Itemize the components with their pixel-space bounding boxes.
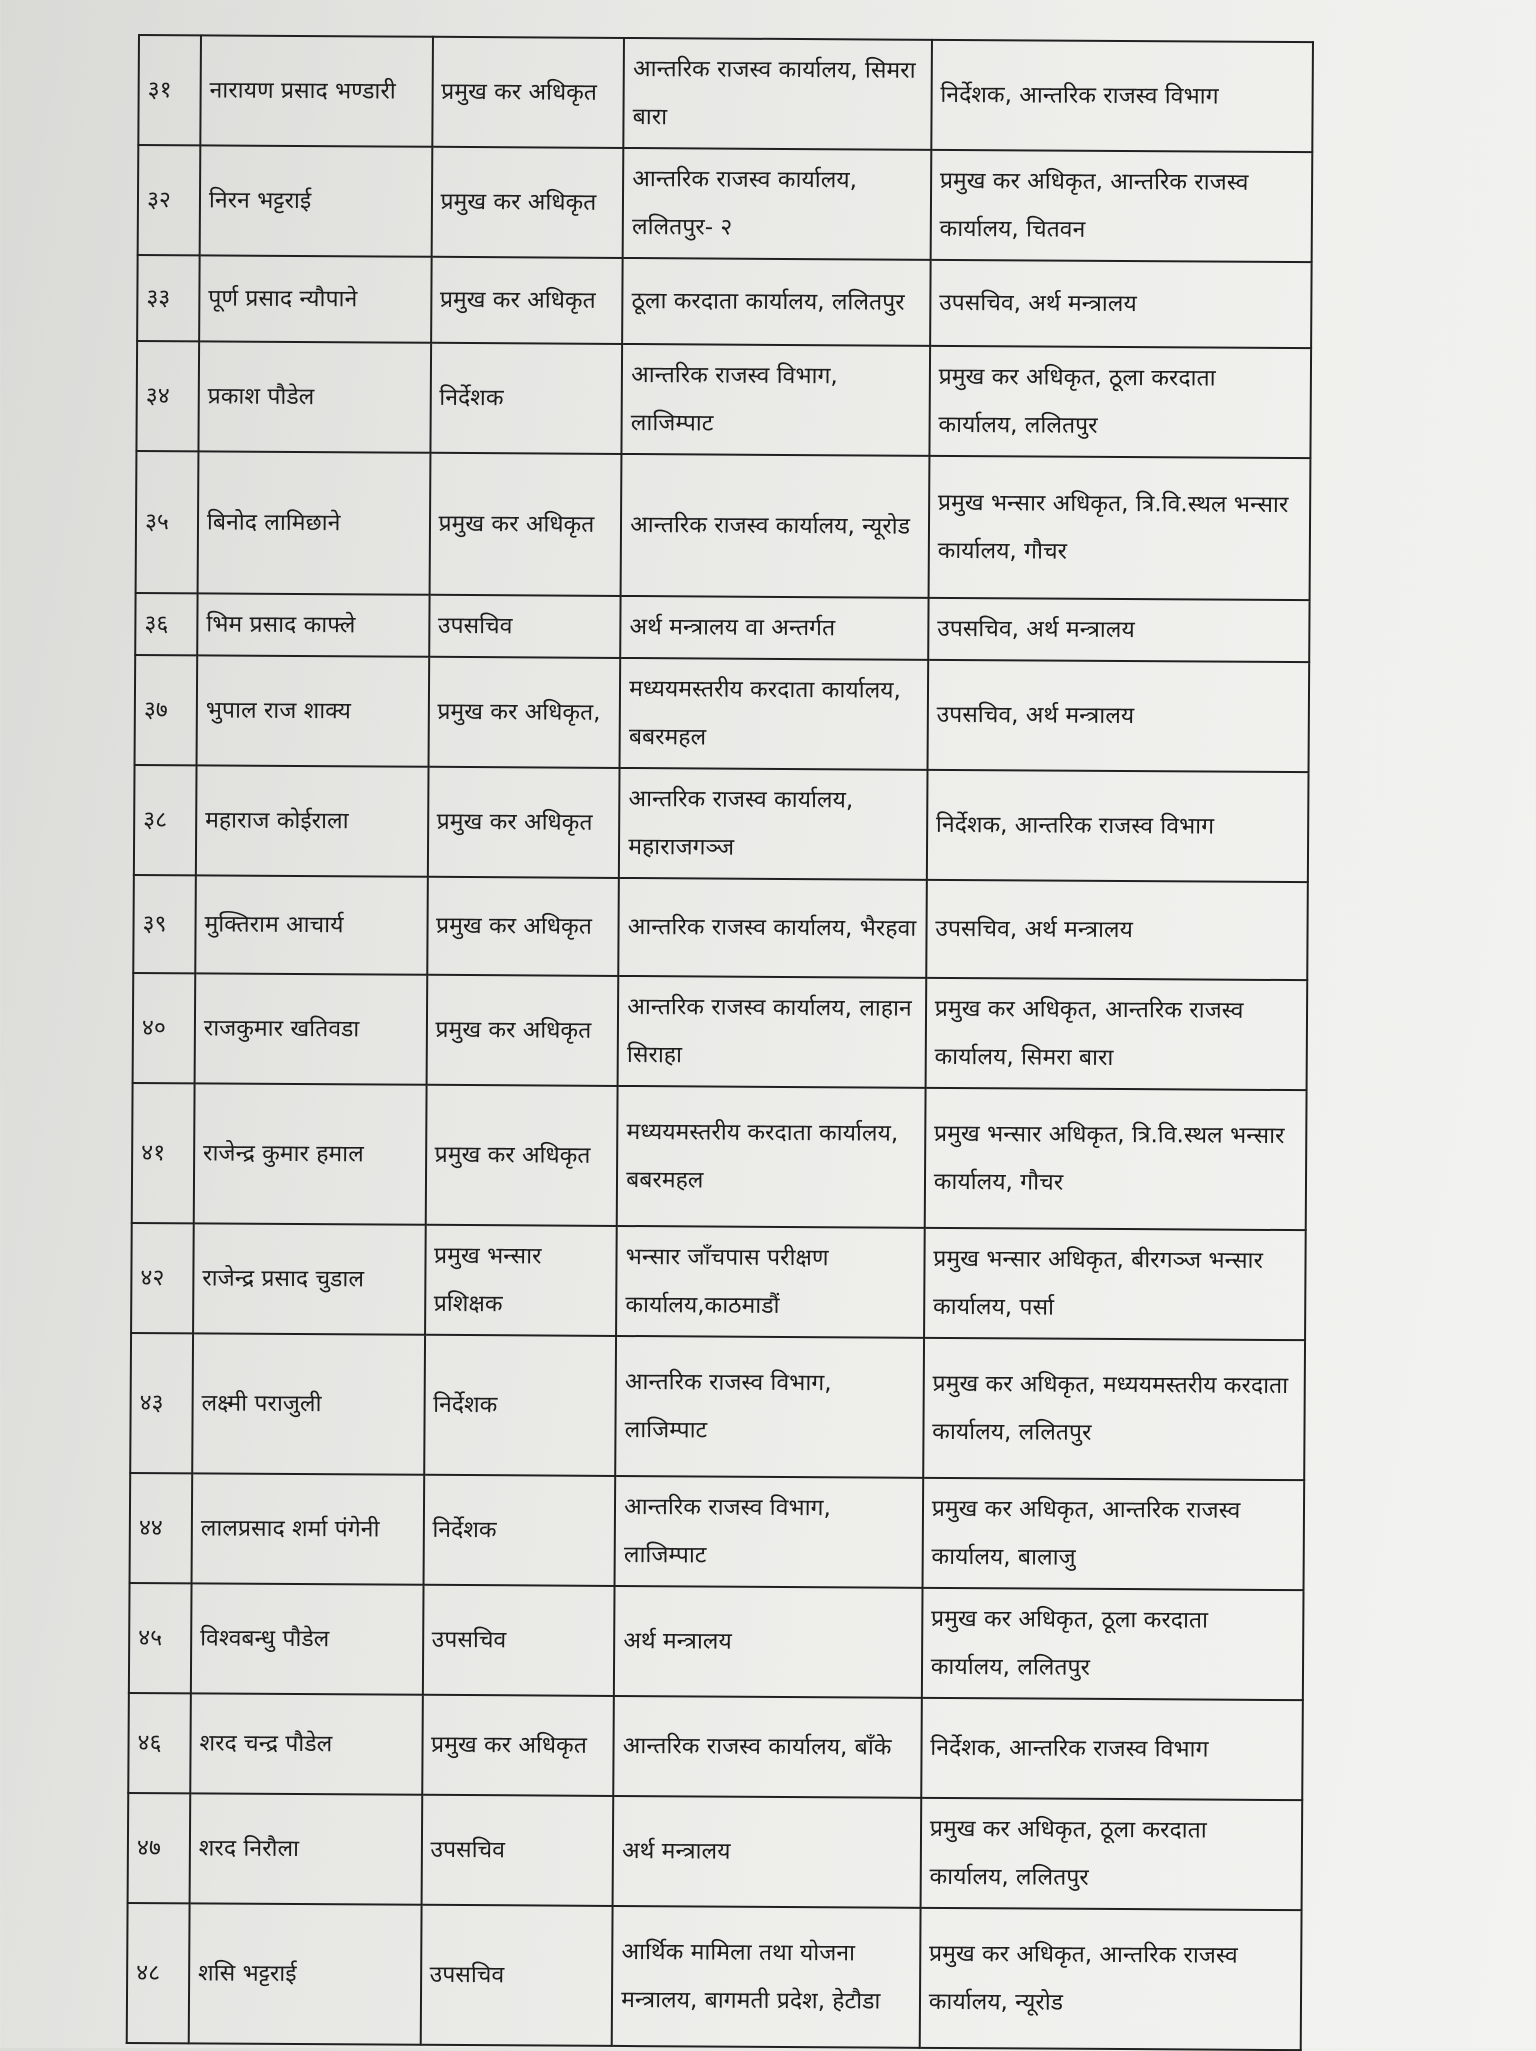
table-row <box>138 35 1313 152</box>
current-office-cell: मध्ययमस्तरीय करदाता कार्यालय, बबरमहल <box>620 658 928 770</box>
table-row <box>129 1583 1304 1700</box>
current-post-cell: प्रमुख भन्सार प्रशिक्षक <box>425 1225 617 1336</box>
employee-name-cell: मुक्तिराम आचार्य <box>195 875 427 974</box>
current-office-cell: आन्तरिक राजस्व कार्यालय, सिमरा बारा <box>624 38 932 150</box>
employee-name-cell: राजकुमार खतिवडा <box>195 973 427 1084</box>
row-number-cell: ४१ <box>132 1083 195 1223</box>
table-row <box>133 875 1308 980</box>
new-assignment-cell: निर्देशक, आन्तरिक राजस्व विभाग <box>927 770 1309 882</box>
new-assignment-cell: प्रमुख कर अधिकृत, ठूला करदाता कार्यालय, ललितपुर <box>922 1588 1304 1700</box>
row-number-cell: ३५ <box>136 451 199 593</box>
current-post-cell: निर्देशक <box>424 1335 617 1476</box>
row-number-cell: ३३ <box>137 255 199 341</box>
new-assignment-cell: उपसचिव, अर्थ मन्त्रालय <box>927 660 1309 772</box>
row-number-cell: ४६ <box>128 1693 191 1793</box>
employee-name-cell: शसि भट्टराई <box>189 1903 421 2044</box>
new-assignment-cell: प्रमुख कर अधिकृत, आन्तरिक राजस्व कार्यालय, बालाजु <box>922 1478 1304 1590</box>
row-number-cell: ४३ <box>130 1333 193 1473</box>
new-assignment-cell: प्रमुख कर अधिकृत, ठूला करदाता कार्यालय, ललितपुर <box>920 1798 1302 1910</box>
employee-name-cell: भिम प्रसाद काफ्ले <box>197 593 429 656</box>
new-assignment-cell: प्रमुख कर अधिकृत, ठूला करदाता कार्यालय, ललितपुर <box>929 346 1311 458</box>
new-assignment-cell: प्रमुख कर अधिकृत, मध्ययमस्तरीय करदाता कार्यालय, ललितपुर <box>923 1338 1305 1480</box>
table-row <box>135 593 1309 662</box>
current-office-cell: आन्तरिक राजस्व विभाग, लाजिम्पाट <box>615 1476 923 1588</box>
table-row <box>133 973 1308 1090</box>
employee-name-cell: लालप्रसाद शर्मा पंगेनी <box>191 1473 423 1584</box>
row-number-cell: ३८ <box>134 765 197 875</box>
current-office-cell: आन्तरिक राजस्व विभाग, लाजिम्पाट <box>615 1336 923 1478</box>
table-row <box>130 1333 1305 1480</box>
current-office-cell: अर्थ मन्त्रालय <box>614 1586 922 1698</box>
current-office-cell: आन्तरिक राजस्व कार्यालय, बाँके <box>613 1696 921 1798</box>
employee-name-cell: निरन भट्टराई <box>200 145 432 256</box>
current-post-cell: प्रमुख कर अधिकृत <box>431 147 623 258</box>
current-office-cell: अर्थ मन्त्रालय वा अन्तर्गत <box>620 596 928 660</box>
current-post-cell: प्रमुख कर अधिकृत <box>431 257 623 344</box>
employee-name-cell: बिनोद लामिछाने <box>198 451 430 594</box>
table-row <box>136 451 1311 600</box>
table-row <box>132 1083 1307 1230</box>
table-row <box>131 1223 1306 1340</box>
row-number-cell: ३६ <box>135 593 197 655</box>
table-row <box>135 655 1310 772</box>
employee-name-cell: विश्वबन्धु पौडेल <box>191 1583 423 1694</box>
current-office-cell: आन्तरिक राजस्व कार्यालय, न्यूरोड <box>621 454 929 598</box>
current-post-cell: उपसचिव <box>420 1905 613 2046</box>
current-office-cell: अर्थ मन्त्रालय <box>613 1796 921 1908</box>
table-row <box>136 341 1311 458</box>
current-office-cell: आन्तरिक राजस्व विभाग, लाजिम्पाट <box>622 344 930 456</box>
new-assignment-cell: उपसचिव, अर्थ मन्त्रालय <box>926 880 1308 980</box>
current-office-cell: आर्थिक मामिला तथा योजना मन्त्रालय, बागमती प्रदेश, हेटौडा <box>612 1906 920 2048</box>
current-post-cell: प्रमुख कर अधिकृत <box>427 767 619 878</box>
table-row <box>138 145 1313 262</box>
current-post-cell: प्रमुख कर अधिकृत <box>425 1085 618 1226</box>
current-office-cell: मध्ययमस्तरीय करदाता कार्यालय, बबरमहल <box>617 1086 925 1228</box>
employee-name-cell: भुपाल राज शाक्य <box>196 655 428 766</box>
employee-name-cell: राजेन्द्र कुमार हमाल <box>194 1083 426 1224</box>
row-number-cell: ३१ <box>138 35 201 145</box>
employee-name-cell: नारायण प्रसाद भण्डारी <box>200 35 432 146</box>
current-post-cell: प्रमुख कर अधिकृत <box>432 37 624 148</box>
table-body <box>127 35 1313 2050</box>
current-post-cell: प्रमुख कर अधिकृत <box>427 877 619 976</box>
current-post-cell: प्रमुख कर अधिकृत, <box>428 657 620 768</box>
row-number-cell: ४५ <box>129 1583 192 1693</box>
current-post-cell: प्रमुख कर अधिकृत <box>426 975 618 1086</box>
employee-name-cell: राजेन्द्र प्रसाद चुडाल <box>193 1223 425 1334</box>
current-post-cell: उपसचिव <box>429 595 621 658</box>
row-number-cell: ३९ <box>133 875 196 973</box>
employee-name-cell: महाराज कोईराला <box>196 765 428 876</box>
employee-name-cell: शरद चन्द्र पौडेल <box>190 1693 422 1794</box>
row-number-cell: ४७ <box>128 1793 191 1903</box>
table-row <box>134 765 1309 882</box>
transfer-table <box>126 34 1314 2051</box>
row-number-cell: ३२ <box>138 145 201 255</box>
employee-name-cell: लक्ष्मी पराजुली <box>192 1333 424 1474</box>
current-post-cell: उपसचिव <box>422 1585 614 1696</box>
new-assignment-cell: प्रमुख भन्सार अधिकृत, त्रि.वि.स्थल भन्सार कार्यालय, गौचर <box>924 1088 1306 1230</box>
current-office-cell: आन्तरिक राजस्व कार्यालय, महाराजगञ्ज <box>619 768 927 880</box>
table-row <box>128 1693 1303 1800</box>
current-office-cell: ठूला करदाता कार्यालय, ललितपुर <box>622 258 930 346</box>
new-assignment-cell: उपसचिव, अर्थ मन्त्रालय <box>928 598 1310 662</box>
new-assignment-cell: प्रमुख कर अधिकृत, आन्तरिक राजस्व कार्यालय, चितवन <box>930 150 1312 262</box>
current-post-cell: प्रमुख कर अधिकृत <box>422 1695 614 1796</box>
new-assignment-cell: प्रमुख कर अधिकृत, आन्तरिक राजस्व कार्यालय, सिमरा बारा <box>925 978 1307 1090</box>
row-number-cell: ४२ <box>131 1223 194 1333</box>
new-assignment-cell: निर्देशक, आन्तरिक राजस्व विभाग <box>921 1698 1303 1800</box>
current-office-cell: आन्तरिक राजस्व कार्यालय, ललितपुर- २ <box>623 148 931 260</box>
new-assignment-cell: प्रमुख भन्सार अधिकृत, त्रि.वि.स्थल भन्सार कार्यालय, गौचर <box>928 456 1310 600</box>
row-number-cell: ३७ <box>135 655 198 765</box>
current-post-cell: प्रमुख कर अधिकृत <box>429 453 622 596</box>
row-number-cell: ४० <box>133 973 196 1083</box>
new-assignment-cell: प्रमुख भन्सार अधिकृत, बीरगञ्ज भन्सार कार्यालय, पर्सा <box>924 1228 1306 1340</box>
row-number-cell: ३४ <box>136 341 199 451</box>
current-post-cell: उपसचिव <box>421 1795 613 1906</box>
current-post-cell: निर्देशक <box>430 343 622 454</box>
row-number-cell: ४८ <box>127 1903 190 2043</box>
new-assignment-cell: प्रमुख कर अधिकृत, आन्तरिक राजस्व कार्यालय, न्यूरोड <box>919 1908 1301 2050</box>
current-office-cell: भन्सार जाँचपास परीक्षण कार्यालय,काठमाडौं <box>616 1226 924 1338</box>
current-post-cell: निर्देशक <box>423 1475 615 1586</box>
table-row <box>137 255 1312 348</box>
employee-name-cell: प्रकाश पौडेल <box>198 341 430 452</box>
employee-name-cell: शरद निरौला <box>190 1793 422 1904</box>
row-number-cell: ४४ <box>130 1473 193 1583</box>
new-assignment-cell: निर्देशक, आन्तरिक राजस्व विभाग <box>931 40 1313 152</box>
table-row <box>127 1903 1302 2050</box>
new-assignment-cell: उपसचिव, अर्थ मन्त्रालय <box>930 260 1312 348</box>
current-office-cell: आन्तरिक राजस्व कार्यालय, लाहान सिराहा <box>618 976 926 1088</box>
employee-name-cell: पूर्ण प्रसाद न्यौपाने <box>199 255 431 342</box>
table-row <box>128 1793 1303 1910</box>
table-row <box>130 1473 1305 1590</box>
current-office-cell: आन्तरिक राजस्व कार्यालय, भैरहवा <box>618 878 926 978</box>
